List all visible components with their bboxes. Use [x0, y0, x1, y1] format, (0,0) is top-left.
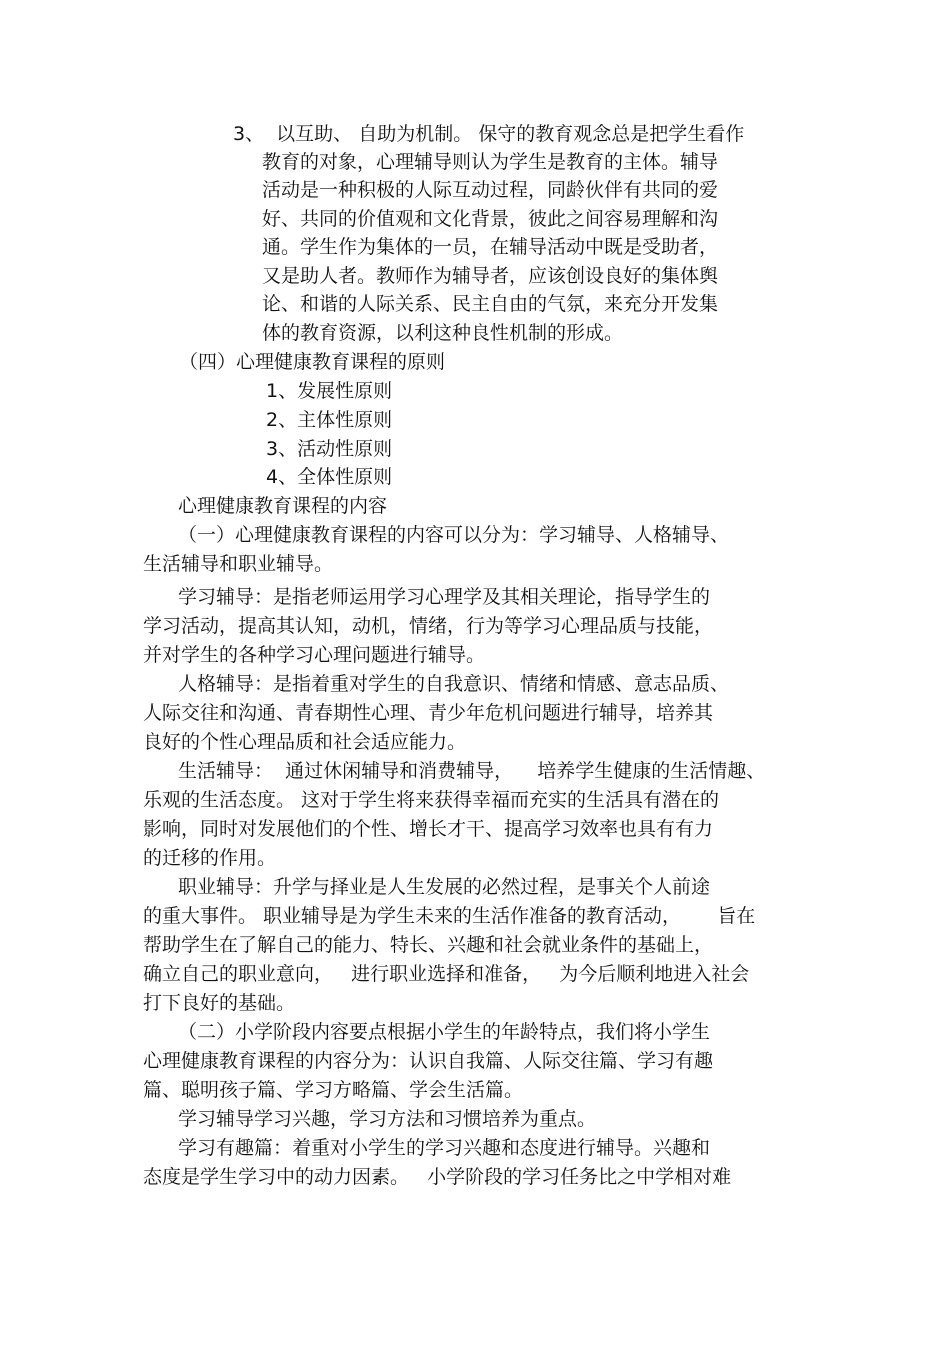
paragraph-line: 学习有趣篇：着重对小学生的学习兴趣和态度进行辅导。兴趣和: [178, 1137, 711, 1159]
paragraph-line: 又是助人者。教师作为辅导者，应该创设良好的集体舆: [262, 265, 719, 287]
paragraph-line: 的迁移的作用。: [143, 847, 277, 869]
paragraph-line: 人际交往和沟通、青春期性心理、青少年危机问题进行辅导，培养其: [143, 702, 714, 724]
principle-item: 2、主体性原则: [266, 409, 393, 431]
paragraph-line: 帮助学生在了解自己的能力、特长、兴趣和社会就业条件的基础上，: [143, 934, 714, 956]
paragraph-line: 生活辅导和职业辅导。: [143, 553, 334, 575]
paragraph-line: 篇、聪明孩子篇、学习方略篇、学会生活篇。: [143, 1079, 524, 1101]
section-heading: 心理健康教育课程的内容: [178, 495, 388, 517]
paragraph-line: 乐观的生活态度。 这对于学生将来获得幸福而充实的生活具有潜在的: [143, 789, 720, 811]
paragraph-line: 学习辅导学习兴趣，学习方法和习惯培养为重点。: [178, 1108, 597, 1130]
paragraph-line: 良好的个性心理品质和社会适应能力。: [143, 731, 467, 753]
paragraph-line: 打下良好的基础。: [143, 992, 296, 1014]
paragraph-line: 学习活动，提高其认知，动机，情绪，行为等学习心理品质与技能，: [143, 615, 714, 637]
paragraph-line: 体的教育资源，以利这种良性机制的形成。: [262, 322, 624, 344]
principle-item: 3、活动性原则: [266, 438, 393, 460]
paragraph-line: 职业辅导：升学与择业是人生发展的必然过程，是事关个人前途: [178, 876, 711, 898]
paragraph-line: 活动是一种积极的人际互动过程，同龄伙伴有共同的爱: [262, 179, 719, 201]
paragraph-line: 并对学生的各种学习心理问题进行辅导。: [143, 644, 486, 666]
paragraph-line: 学习辅导：是指老师运用学习心理学及其相关理论，指导学生的: [178, 586, 711, 608]
paragraph-line: 心理健康教育课程的内容分为：认识自我篇、人际交往篇、学习有趣: [143, 1050, 714, 1072]
paragraph-line: 教育的对象，心理辅导则认为学生是教育的主体。辅导: [262, 151, 719, 173]
section-heading: （四）心理健康教育课程的原则: [179, 351, 446, 373]
paragraph-line: 确立自己的职业意向， 进行职业选择和准备， 为今后顺利地进入社会: [143, 963, 750, 985]
paragraph-line: （二）小学阶段内容要点根据小学生的年龄特点，我们将小学生: [178, 1021, 711, 1043]
principle-item: 4、全体性原则: [266, 466, 393, 488]
paragraph-line: 好、共同的价值观和文化背景，彼此之间容易理解和沟: [262, 208, 719, 230]
paragraph-line: 通。学生作为集体的一员，在辅导活动中既是受助者，: [262, 236, 719, 258]
paragraph-line: 论、和谐的人际关系、民主自由的气氛，来充分开发集: [262, 293, 719, 315]
paragraph-line: 态度是学生学习中的动力因素。 小学阶段的学习任务比之中学相对难: [143, 1166, 732, 1188]
paragraph-line: 人格辅导：是指着重对学生的自我意识、情绪和情感、意志品质、: [178, 673, 730, 695]
paragraph-line: 生活辅导： 通过休闲辅导和消费辅导， 培养学生健康的生活情趣、: [178, 760, 766, 782]
list-item-3-line: 3、 以互助、 自助为机制。 保守的教育观念总是把学生看作: [233, 123, 745, 145]
paragraph-line: 影响，同时对发展他们的个性、增长才干、提高学习效率也具有有力: [143, 818, 714, 840]
paragraph-line: 的重大事件。 职业辅导是为学生未来的生活作准备的教育活动， 旨在: [143, 905, 756, 927]
paragraph-line: （一）心理健康教育课程的内容可以分为：学习辅导、人格辅导、: [178, 524, 730, 546]
principle-item: 1、发展性原则: [266, 380, 393, 402]
